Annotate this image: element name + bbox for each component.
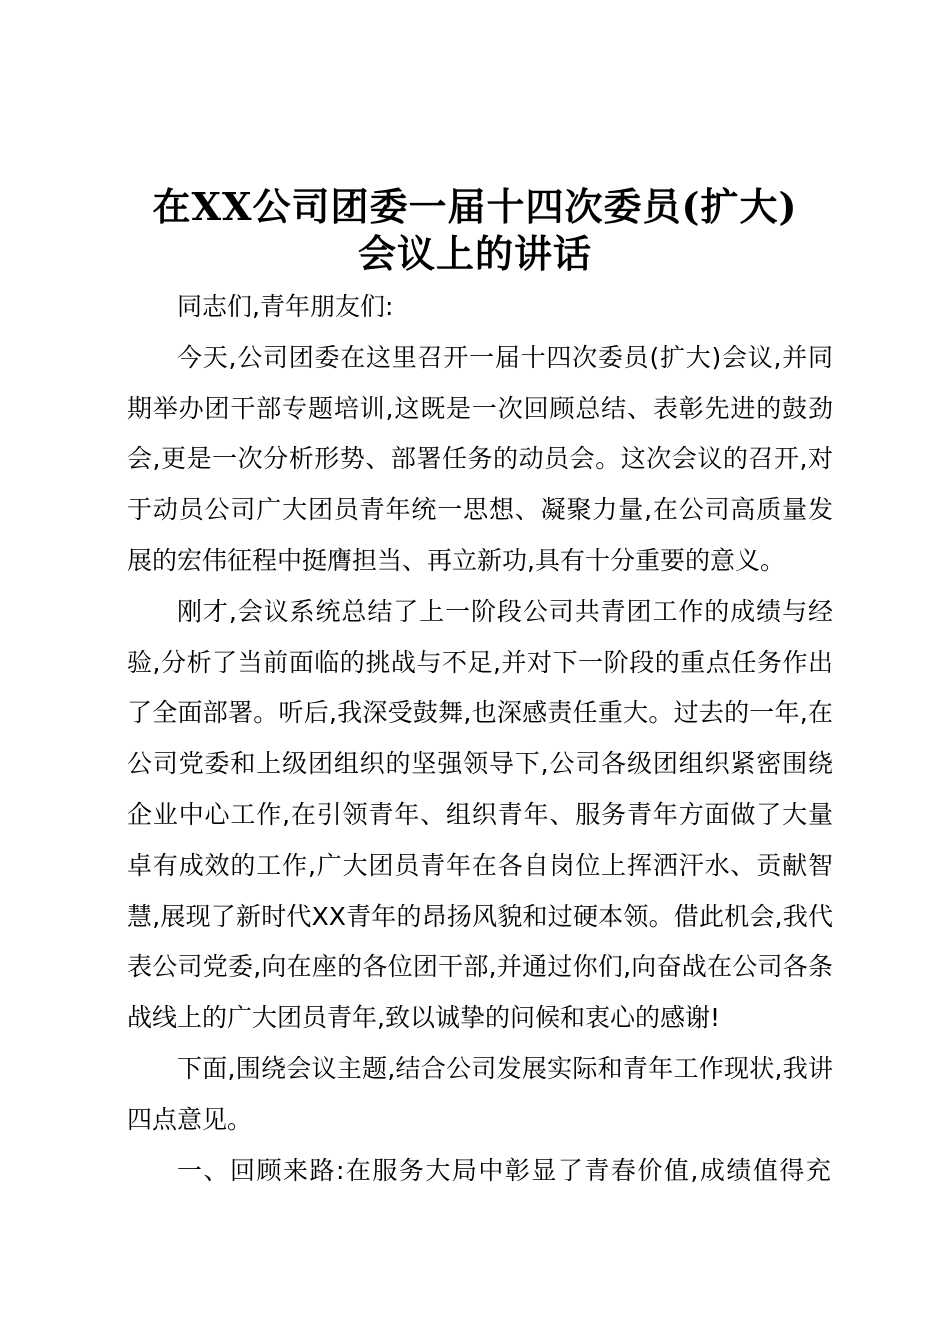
document-title-line-2: 会议上的讲话 xyxy=(357,231,592,276)
body-paragraph: 刚才,会议系统总结了上一阶段公司共青团工作的成绩与经验,分析了当前面临的挑战与不足,并对下一阶段的重点任务作出了全面部署。听后,我深受鼓舞,也深感责任重大。过去的一年,在公司党委和上级团组织的坚强领导下,公司各级团组织紧密围绕企业中心工作,在引领青年、组织青年、服务青年方面做了大量卓有成效的工作,广大团员青年在各自岗位上挥洒汗水、贡献智慧,展现了新时代XX青年的昂扬风貌和过硬本领。借此机会,我代表公司党委,向在座的各位团干部,并通过你们,向奋战在公司各条战线上的广大团员青年,致以诚挚的问候和衷心的感谢! xyxy=(127,596,833,1033)
body-paragraph: 今天,公司团委在这里召开一届十四次委员(扩大)会议,并同期举办团干部专题培训,这既是一次回顾总结、表彰先进的鼓劲会,更是一次分析形势、部署任务的动员会。这次会议的召开,对于动员公司广大团员青年统一思想、凝聚力量,在公司高质量发展的宏伟征程中挺膺担当、再立新功,具有十分重要的意义。 xyxy=(127,342,833,575)
document-title-line-1: 在XX公司团委一届十四次委员(扩大) xyxy=(152,184,798,229)
salutation-paragraph: 同志们,青年朋友们: xyxy=(177,292,394,321)
body-paragraph: 下面,围绕会议主题,结合公司发展实际和青年工作现状,我讲四点意见。 xyxy=(127,1053,833,1134)
section-heading: 一、回顾来路:在服务大局中彰显了青春价值,成绩值得充 xyxy=(177,1155,833,1185)
document-body xyxy=(127,282,833,1196)
